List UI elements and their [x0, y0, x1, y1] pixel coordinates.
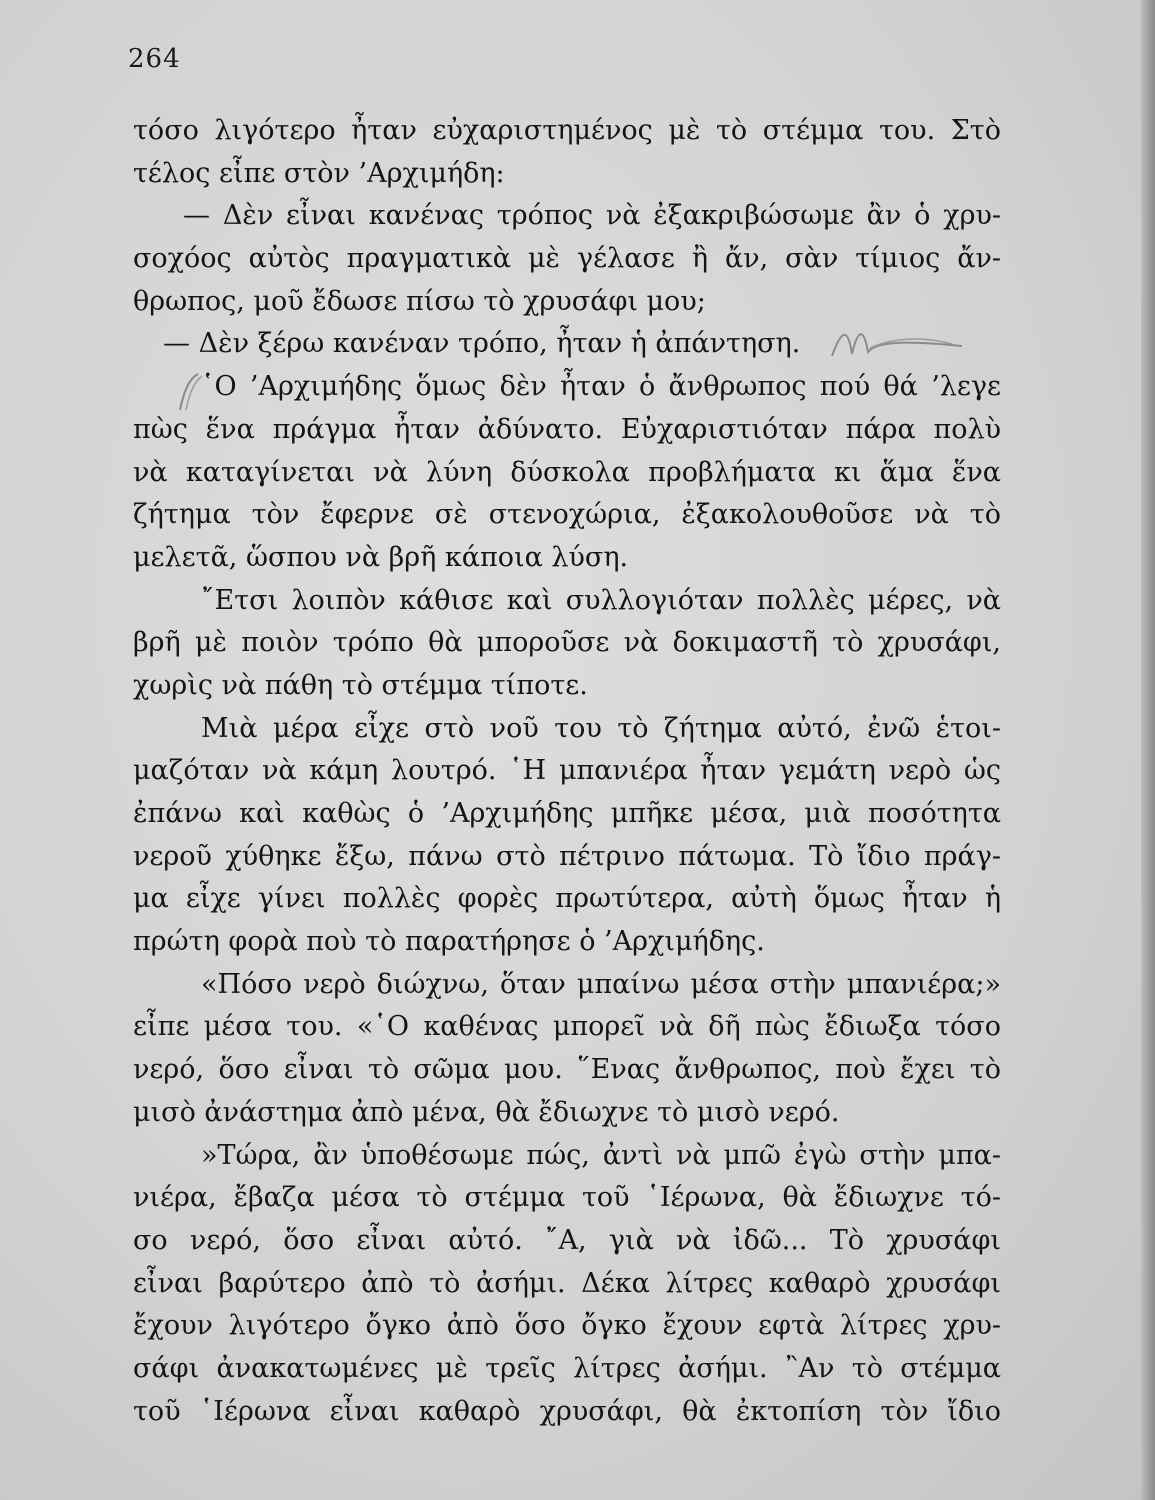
text-line: μα εἶχε γίνει πολλὲς φορὲς πρωτύτερα, αὐτὴ ὅμως ἦταν ἡ: [133, 883, 1001, 915]
text-line: — Δὲν ξέρω κανέναν τρόπο, ἦταν ἡ ἀπάντηση.: [163, 328, 801, 360]
text-line: μισὸ ἀνάστημα ἀπὸ μένα, θὰ ἔδιωχνε τὸ μισὸ νερό.: [133, 1096, 840, 1128]
text-line: θρωπος, μοῦ ἔδωσε πίσω τὸ χρυσάφι μου;: [133, 285, 706, 317]
page-number: 264: [128, 44, 181, 74]
text-line: ῾Ο ’Αρχιμήδης ὅμως δὲν ἦταν ὁ ἄνθρωπος πού θά ’λεγε: [201, 371, 1001, 403]
text-line: τέλος εἶπε στὸν ’Αρχιμήδη:: [133, 157, 505, 189]
text-line: μελετᾶ, ὥσπου νὰ βρῆ κάποια λύση.: [133, 541, 629, 573]
text-line: »Τώρα, ἂν ὑποθέσωμε πώς, ἀντὶ νὰ μπῶ ἐγὼ στὴν μπα-: [201, 1139, 1001, 1171]
text-line: πρώτη φορὰ ποὺ τὸ παρατήρησε ὁ ’Αρχιμήδης.: [133, 926, 765, 958]
body-text: [133, 110, 1001, 1433]
text-line: ζήτημα τὸν ἔφερνε σὲ στενοχώρια, ἐξακολουθοῦσε νὰ τὸ: [133, 499, 1001, 531]
text-line: ἔχουν λιγότερο ὄγκο ἀπὸ ὅσο ὄγκο ἔχουν εφτὰ λίτρες χρυ-: [133, 1310, 1001, 1342]
text-line: νεροῦ χύθηκε ἔξω, πάνω στὸ πέτρινο πάτωμα. Τὸ ἴδιο πράγ-: [133, 840, 1001, 872]
text-line: πὼς ἕνα πράγμα ἦταν ἀδύνατο. Εὐχαριστιόταν πάρα πολὺ: [133, 413, 1001, 445]
text-line: νιέρα, ἔβαζα μέσα τὸ στέμμα τοῦ ῾Ιέρωνα, θὰ ἔδιωχνε τό-: [133, 1182, 1001, 1214]
text-line: τόσο λιγότερο ἦταν εὐχαριστημένος μὲ τὸ στέμμα του. Στὸ: [133, 115, 1001, 146]
text-line: ἐπάνω καὶ καθὼς ὁ ’Αρχιμήδης μπῆκε μέσα, μιὰ ποσότητα: [133, 798, 1001, 829]
text-line: εἶπε μέσα του. «῾Ο καθένας μπορεῖ νὰ δῆ πὼς ἔδιωξα τόσο: [133, 1011, 1001, 1043]
text-line: σάφι ἀνακατωμένες μὲ τρεῖς λίτρες ἀσήμι. ῍Αν τὸ στέμμα: [133, 1352, 1001, 1384]
page-edge-shadow: [1141, 0, 1155, 1500]
text-line: σο νερό, ὅσο εἶναι αὐτό. ῎Α, γιὰ νὰ ἰδῶ... Τὸ χρυσάφι: [133, 1224, 1001, 1256]
text-line: μαζόταν νὰ κάμη λουτρό. ῾Η μπανιέρα ἦταν γεμάτη νερὸ ὡς: [133, 755, 1001, 787]
text-line: «Πόσο νερὸ διώχνω, ὅταν μπαίνω μέσα στὴν μπανιέρα;»: [201, 968, 1001, 1000]
text-line: νὰ καταγίνεται νὰ λύνη δύσκολα προβλήματα κι ἅμα ἕνα: [133, 456, 1001, 488]
text-line: ῎Ετσι λοιπὸν κάθισε καὶ συλλογιόταν πολλὲς μέρες, νὰ: [201, 584, 1001, 616]
text-line: χωρὶς νὰ πάθη τὸ στέμμα τίποτε.: [133, 669, 588, 701]
text-line: Μιὰ μέρα εἶχε στὸ νοῦ του τὸ ζήτημα αὐτό, ἐνῶ ἑτοι-: [201, 712, 1001, 744]
text-line: — Δὲν εἶναι κανένας τρόπος νὰ ἐξακριβώσωμε ἂν ὁ χρυ-: [183, 200, 1001, 232]
text-line: βρῆ μὲ ποιὸν τρόπο θὰ μποροῦσε νὰ δοκιμαστῆ τὸ χρυσάφι,: [133, 627, 1001, 659]
text-line: εἶναι βαρύτερο ἀπὸ τὸ ἀσήμι. Δέκα λίτρες καθαρὸ χρυσάφι: [133, 1267, 1001, 1299]
text-line: σοχόος αὐτὸς πραγματικὰ μὲ γέλασε ἢ ἄν, σὰν τίμιος ἄν-: [133, 243, 1001, 275]
text-line: νερό, ὅσο εἶναι τὸ σῶμα μου. ῞Ενας ἄνθρωπος, ποὺ ἔχει τὸ: [133, 1054, 1001, 1086]
text-line: τοῦ ῾Ιέρωνα εἶναι καθαρὸ χρυσάφι, θὰ ἐκτοπίση τὸν ἴδιο: [133, 1395, 1001, 1427]
